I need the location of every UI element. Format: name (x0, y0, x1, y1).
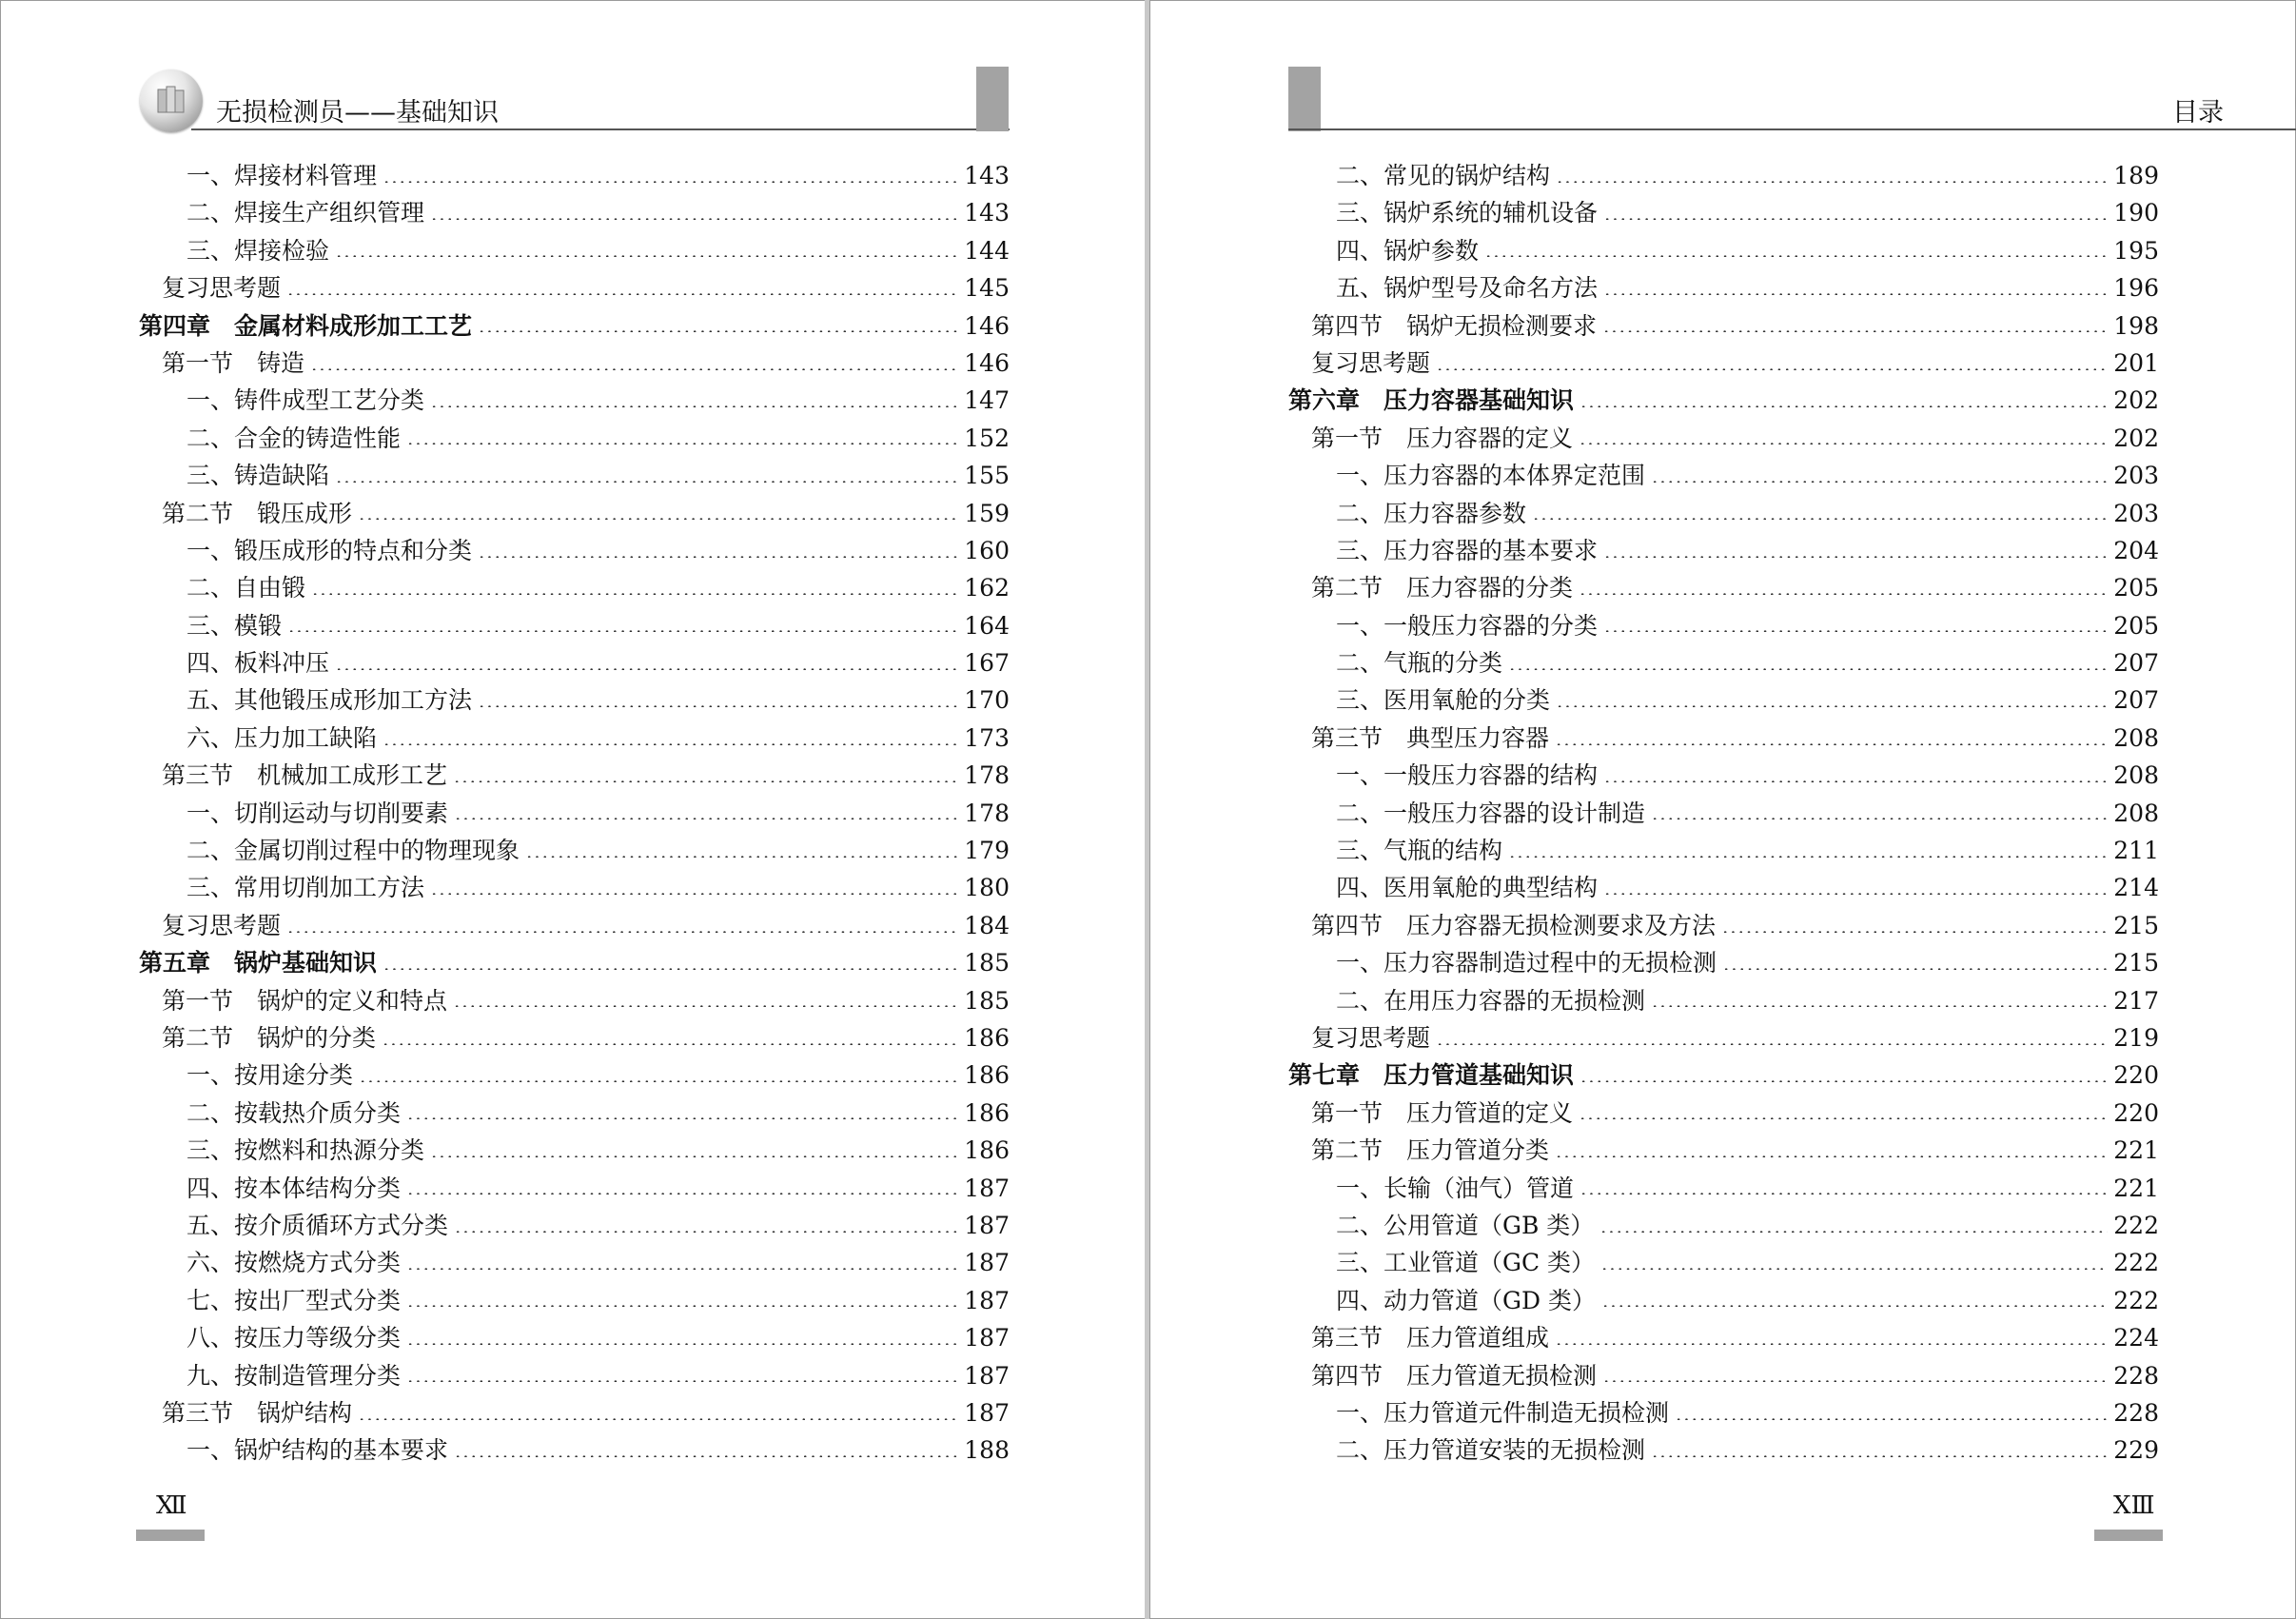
toc-entry-page-number: 220 (2113, 1061, 2159, 1090)
toc-entry-title: 三、焊接检验 (186, 236, 330, 265)
toc-entry-title: 二、压力容器参数 (1336, 499, 1527, 527)
toc-entry-page-number: 222 (2113, 1286, 2159, 1314)
toc-subsection-entry (139, 720, 1010, 757)
toc-entry-page-number: 224 (2113, 1324, 2159, 1352)
toc-section-entry (1288, 720, 2159, 757)
dot-leader (1532, 518, 2108, 520)
toc-subsection-entry (139, 1431, 1010, 1469)
toc-subsection-entry (1288, 681, 2159, 719)
dot-leader (1579, 593, 2108, 595)
toc-entry-page-number: 160 (964, 536, 1010, 564)
dot-leader (335, 481, 958, 483)
toc-entry-page-number: 195 (2113, 236, 2159, 265)
toc-subsection-entry (1288, 795, 2159, 832)
toc-section-entry (139, 495, 1010, 532)
dot-leader (1580, 1080, 2108, 1082)
toc-entry-title: 三、气瓶的结构 (1336, 837, 1503, 865)
toc-entry-page-number: 159 (964, 499, 1010, 527)
toc-entry-page-number: 205 (2113, 574, 2159, 602)
toc-entry-title: 四、医用氧舱的典型结构 (1336, 874, 1599, 902)
toc-subsection-entry (139, 569, 1010, 606)
toc-subsection-entry (1288, 232, 2159, 269)
toc-subsection-entry (1288, 1394, 2159, 1431)
toc-section-entry (139, 1019, 1010, 1056)
dot-leader (1556, 181, 2108, 183)
toc-entry-title: 第二节 压力容器的分类 (1311, 574, 1574, 602)
toc-entry-title: 二、常见的锅炉结构 (1336, 162, 1551, 189)
toc-entry-page-number: 170 (964, 686, 1010, 715)
toc-entry-title: 四、动力管道（GD 类） (1336, 1286, 1596, 1314)
toc-subsection-entry (139, 644, 1010, 681)
toc-entry-page-number: 143 (964, 199, 1010, 227)
toc-entry-title: 第二节 锅炉的分类 (162, 1023, 377, 1052)
toc-entry-page-number: 179 (964, 837, 1010, 865)
toc-entry-title: 一、压力容器制造过程中的无损检测 (1336, 949, 1717, 977)
toc-subsection-entry (1288, 982, 2159, 1019)
toc-subsection-entry (139, 1056, 1010, 1094)
toc-entry-page-number: 202 (2113, 386, 2159, 415)
dot-leader (1601, 1305, 2108, 1307)
toc-section-entry (1288, 345, 2159, 382)
toc-entry-title: 一、锻压成形的特点和分类 (186, 536, 473, 564)
dot-leader (454, 818, 958, 819)
dot-leader (310, 368, 958, 370)
toc-entry-page-number: 178 (964, 761, 1010, 790)
toc-entry-title: 二、焊接生产组织管理 (186, 199, 425, 227)
header-rule (191, 128, 1010, 130)
toc-entry-page-number: 198 (2113, 311, 2159, 340)
toc-entry-title: 三、压力容器的基本要求 (1336, 536, 1599, 564)
toc-entry-page-number: 186 (964, 1023, 1010, 1052)
dot-leader (430, 218, 958, 220)
toc-entry-page-number: 189 (2113, 162, 2159, 189)
toc-entry-page-number: 162 (964, 574, 1010, 602)
toc-entry-title: 三、按燃料和热源分类 (186, 1136, 425, 1165)
toc-section-entry (139, 907, 1010, 944)
toc-entry-title: 复习思考题 (1311, 348, 1431, 377)
toc-entry-page-number: 229 (2113, 1436, 2159, 1465)
dot-leader (453, 780, 958, 782)
toc-entry-page-number: 185 (964, 949, 1010, 977)
toc-entry-page-number: 207 (2113, 649, 2159, 678)
dot-leader (335, 255, 958, 257)
toc-section-entry (1288, 907, 2159, 944)
toc-entry-title: 一、按用途分类 (186, 1061, 354, 1090)
toc-entry-page-number: 228 (2113, 1361, 2159, 1390)
toc-entry-title: 第四章 金属材料成形加工工艺 (139, 311, 473, 340)
toc-subsection-entry (139, 382, 1010, 419)
toc-entry-title: 二、按载热介质分类 (186, 1098, 402, 1127)
toc-section-entry (139, 982, 1010, 1019)
dot-leader (358, 1418, 958, 1420)
toc-entry-page-number: 145 (964, 274, 1010, 303)
toc-subsection-entry (1288, 1170, 2159, 1207)
toc-entry-title: 五、其他锻压成形加工方法 (186, 686, 473, 715)
toc-subsection-entry (1288, 644, 2159, 681)
toc-subsection-entry (1288, 1431, 2159, 1469)
toc-subsection-entry (139, 457, 1010, 494)
toc-entry-title: 二、合金的铸造性能 (186, 424, 402, 452)
toc-entry-page-number: 144 (964, 236, 1010, 265)
toc-entry-title: 五、锅炉型号及命名方法 (1336, 274, 1599, 303)
toc-entry-title: 四、按本体结构分类 (186, 1174, 402, 1202)
toc-entry-page-number: 222 (2113, 1249, 2159, 1277)
dot-leader (382, 1043, 958, 1045)
toc-entry-page-number: 208 (2113, 799, 2159, 827)
toc-subsection-entry (139, 420, 1010, 457)
dot-leader (1651, 481, 2108, 483)
toc-subsection-entry (1288, 157, 2159, 194)
toc-entry-title: 第一节 铸造 (162, 348, 305, 377)
header-tab (976, 67, 1009, 131)
toc-entry-page-number: 173 (964, 723, 1010, 752)
dot-leader (525, 856, 958, 858)
toc-entry-page-number: 186 (964, 1061, 1010, 1090)
toc-entry-title: 第二节 锻压成形 (162, 499, 353, 527)
toc-entry-page-number: 186 (964, 1098, 1010, 1127)
toc-entry-page-number: 187 (964, 1249, 1010, 1277)
book-stack-icon (152, 82, 190, 120)
toc-entry-page-number: 167 (964, 649, 1010, 678)
toc-entry-title: 九、按制造管理分类 (186, 1361, 402, 1390)
dot-leader (1555, 743, 2108, 745)
toc-entry-page-number: 187 (964, 1286, 1010, 1314)
toc-entry-page-number: 203 (2113, 462, 2159, 490)
dot-leader (478, 556, 958, 558)
toc-entry-title: 复习思考题 (1311, 1023, 1431, 1052)
toc-entry-page-number: 146 (964, 348, 1010, 377)
toc-subsection-entry (139, 607, 1010, 644)
toc-entry-page-number: 188 (964, 1436, 1010, 1465)
toc-entry-page-number: 185 (964, 986, 1010, 1015)
toc-entry-title: 二、自由锻 (186, 574, 306, 602)
dot-leader (454, 1455, 958, 1457)
table-of-contents-right (1288, 157, 2159, 1470)
toc-entry-page-number: 178 (964, 799, 1010, 827)
toc-entry-title: 复习思考题 (162, 274, 282, 303)
toc-entry-title: 第一节 锅炉的定义和特点 (162, 986, 448, 1015)
toc-subsection-entry (1288, 944, 2159, 981)
toc-entry-page-number: 207 (2113, 686, 2159, 715)
toc-entry-title: 一、铸件成型工艺分类 (186, 386, 425, 415)
toc-entry-title: 第三节 机械加工成形工艺 (162, 761, 448, 790)
toc-entry-title: 三、铸造缺陷 (186, 462, 330, 490)
toc-entry-title: 七、按出厂型式分类 (186, 1286, 402, 1314)
dot-leader (1599, 1231, 2108, 1233)
toc-entry-page-number: 215 (2113, 911, 2159, 939)
dot-leader (1603, 630, 2108, 632)
dot-leader (1722, 968, 2108, 970)
toc-section-entry (139, 1394, 1010, 1431)
toc-subsection-entry (1288, 457, 2159, 494)
toc-entry-page-number: 214 (2113, 874, 2159, 902)
dot-leader (1651, 1455, 2108, 1457)
toc-entry-title: 六、压力加工缺陷 (186, 723, 378, 752)
toc-entry-page-number: 201 (2113, 348, 2159, 377)
dot-leader (406, 1117, 958, 1119)
toc-entry-title: 第三节 压力管道组成 (1311, 1324, 1550, 1352)
toc-entry-page-number: 184 (964, 911, 1010, 939)
toc-entry-page-number: 152 (964, 424, 1010, 452)
right-page (1149, 0, 2296, 1619)
running-header-title: 目录 (2172, 98, 2224, 128)
toc-entry-title: 第三节 典型压力容器 (1311, 723, 1550, 752)
dot-leader (383, 743, 958, 745)
toc-entry-title: 一、一般压力容器的结构 (1336, 761, 1599, 790)
dot-leader (406, 1268, 958, 1270)
toc-chapter-entry (139, 944, 1010, 981)
toc-subsection-entry (139, 795, 1010, 832)
toc-section-entry (1288, 569, 2159, 606)
toc-subsection-entry (139, 1170, 1010, 1207)
dot-leader (1555, 1343, 2108, 1345)
dot-leader (1580, 405, 2108, 407)
toc-entry-page-number: 143 (964, 162, 1010, 189)
toc-entry-title: 一、压力管道元件制造无损检测 (1336, 1398, 1670, 1427)
toc-entry-title: 第二节 压力管道分类 (1311, 1136, 1550, 1165)
toc-subsection-entry (139, 1357, 1010, 1394)
dot-leader (383, 181, 958, 183)
dot-leader (286, 293, 958, 295)
toc-entry-title: 三、常用切削加工方法 (186, 874, 425, 902)
toc-subsection-entry (1288, 869, 2159, 906)
toc-subsection-entry (139, 532, 1010, 569)
dot-leader (383, 968, 958, 970)
toc-entry-title: 第七章 压力管道基础知识 (1288, 1061, 1575, 1090)
toc-entry-title: 第五章 锅炉基础知识 (139, 949, 378, 977)
table-of-contents-left (139, 157, 1010, 1470)
dot-leader (1603, 893, 2108, 895)
dot-leader (430, 893, 958, 895)
toc-entry-page-number: 187 (964, 1211, 1010, 1239)
toc-entry-title: 一、焊接材料管理 (186, 162, 378, 189)
toc-chapter-entry (139, 307, 1010, 345)
dot-leader (478, 705, 958, 707)
toc-entry-page-number: 146 (964, 311, 1010, 340)
toc-section-entry (1288, 1019, 2159, 1056)
toc-entry-title: 第四节 压力管道无损检测 (1311, 1361, 1598, 1390)
toc-subsection-entry (139, 157, 1010, 194)
dot-leader (286, 931, 958, 933)
toc-entry-page-number: 164 (964, 611, 1010, 640)
toc-entry-page-number: 211 (2113, 837, 2159, 865)
dot-leader (1579, 1117, 2108, 1119)
toc-subsection-entry (139, 194, 1010, 231)
toc-entry-page-number: 155 (964, 462, 1010, 490)
toc-section-entry (139, 269, 1010, 306)
toc-subsection-entry (139, 1132, 1010, 1169)
toc-entry-title: 八、按压力等级分类 (186, 1324, 402, 1352)
toc-entry-page-number: 208 (2113, 761, 2159, 790)
dot-leader (359, 1080, 958, 1082)
toc-entry-page-number: 221 (2113, 1136, 2159, 1165)
dot-leader (1603, 293, 2108, 295)
toc-subsection-entry (1288, 757, 2159, 794)
toc-subsection-entry (139, 1282, 1010, 1319)
toc-entry-title: 二、气瓶的分类 (1336, 649, 1503, 678)
footer-bar (2094, 1530, 2163, 1541)
toc-entry-title: 一、锅炉结构的基本要求 (186, 1436, 449, 1465)
dot-leader (1603, 780, 2108, 782)
dot-leader (1436, 368, 2108, 370)
dot-leader (335, 668, 958, 670)
toc-entry-title: 二、金属切削过程中的物理现象 (186, 837, 520, 865)
dot-leader (1436, 1043, 2108, 1045)
dot-leader (406, 1305, 958, 1307)
toc-entry-title: 一、压力容器的本体界定范围 (1336, 462, 1646, 490)
toc-section-entry (1288, 1357, 2159, 1394)
toc-section-entry (1288, 1095, 2159, 1132)
toc-section-entry (139, 757, 1010, 794)
toc-entry-page-number: 215 (2113, 949, 2159, 977)
header-rule (1288, 128, 2296, 130)
toc-section-entry (1288, 1319, 2159, 1356)
toc-entry-page-number: 203 (2113, 499, 2159, 527)
toc-entry-title: 三、医用氧舱的分类 (1336, 686, 1551, 715)
left-page (0, 0, 1146, 1619)
dot-leader (1651, 1005, 2108, 1007)
toc-entry-title: 五、按介质循环方式分类 (186, 1211, 449, 1239)
footer-bar (136, 1530, 205, 1541)
toc-entry-title: 第六章 压力容器基础知识 (1288, 386, 1575, 415)
toc-entry-page-number: 196 (2113, 274, 2159, 303)
toc-entry-page-number: 190 (2113, 199, 2159, 227)
toc-subsection-entry (1288, 495, 2159, 532)
toc-entry-page-number: 187 (964, 1398, 1010, 1427)
toc-entry-page-number: 180 (964, 874, 1010, 902)
dot-leader (430, 1155, 958, 1157)
toc-entry-page-number: 208 (2113, 723, 2159, 752)
toc-entry-title: 三、工业管道（GC 类） (1336, 1249, 1596, 1277)
dot-leader (1651, 818, 2108, 819)
toc-subsection-entry (139, 681, 1010, 719)
page-number: ⅩⅢ (2113, 1491, 2155, 1519)
toc-entry-page-number: 205 (2113, 611, 2159, 640)
dot-leader (478, 330, 958, 332)
toc-entry-page-number: 221 (2113, 1174, 2159, 1202)
toc-subsection-entry (139, 1207, 1010, 1244)
toc-entry-title: 复习思考题 (162, 911, 282, 939)
dot-leader (1556, 705, 2108, 707)
toc-entry-title: 三、锅炉系统的辅机设备 (1336, 199, 1599, 227)
dot-leader (1579, 443, 2108, 444)
dot-leader (406, 1343, 958, 1345)
toc-section-entry (1288, 420, 2159, 457)
toc-entry-page-number: 187 (964, 1174, 1010, 1202)
dot-leader (1602, 330, 2108, 332)
toc-subsection-entry (139, 1319, 1010, 1356)
page-number: Ⅻ (156, 1491, 187, 1519)
toc-entry-title: 一、一般压力容器的分类 (1336, 611, 1599, 640)
dot-leader (454, 1231, 958, 1233)
toc-subsection-entry (1288, 607, 2159, 644)
dot-leader (1555, 1155, 2108, 1157)
dot-leader (1484, 255, 2108, 257)
dot-leader (287, 630, 958, 632)
dot-leader (1508, 856, 2108, 858)
dot-leader (1603, 556, 2108, 558)
toc-section-entry (139, 345, 1010, 382)
toc-subsection-entry (139, 832, 1010, 869)
toc-entry-page-number: 220 (2113, 1098, 2159, 1127)
toc-entry-title: 三、模锻 (186, 611, 283, 640)
header-tab (1288, 67, 1321, 131)
toc-subsection-entry (1288, 532, 2159, 569)
toc-entry-page-number: 204 (2113, 536, 2159, 564)
toc-chapter-entry (1288, 1056, 2159, 1094)
dot-leader (1721, 931, 2108, 933)
toc-subsection-entry (139, 232, 1010, 269)
dot-leader (1602, 1380, 2108, 1382)
toc-entry-title: 第三节 锅炉结构 (162, 1398, 353, 1427)
toc-section-entry (1288, 1132, 2159, 1169)
toc-entry-page-number: 186 (964, 1136, 1010, 1165)
toc-subsection-entry (1288, 832, 2159, 869)
toc-subsection-entry (139, 1244, 1010, 1281)
toc-entry-title: 第一节 压力管道的定义 (1311, 1098, 1574, 1127)
toc-entry-page-number: 147 (964, 386, 1010, 415)
toc-entry-title: 一、切削运动与切削要素 (186, 799, 449, 827)
toc-subsection-entry (1288, 269, 2159, 306)
dot-leader (1675, 1418, 2108, 1420)
dot-leader (311, 593, 958, 595)
toc-entry-title: 第四节 压力容器无损检测要求及方法 (1311, 911, 1717, 939)
toc-entry-title: 二、公用管道（GB 类） (1336, 1211, 1595, 1239)
toc-entry-title: 二、在用压力容器的无损检测 (1336, 986, 1646, 1015)
toc-entry-page-number: 187 (964, 1324, 1010, 1352)
toc-entry-title: 第一节 压力容器的定义 (1311, 424, 1574, 452)
dot-leader (453, 1005, 958, 1007)
toc-entry-page-number: 228 (2113, 1398, 2159, 1427)
toc-entry-page-number: 217 (2113, 986, 2159, 1015)
dot-leader (358, 518, 958, 520)
toc-subsection-entry (1288, 1244, 2159, 1281)
dot-leader (430, 405, 958, 407)
dot-leader (406, 1380, 958, 1382)
toc-subsection-entry (139, 1095, 1010, 1132)
toc-entry-page-number: 202 (2113, 424, 2159, 452)
toc-entry-page-number: 187 (964, 1361, 1010, 1390)
toc-subsection-entry (1288, 1207, 2159, 1244)
toc-entry-title: 一、长输（油气）管道 (1336, 1174, 1575, 1202)
toc-section-entry (1288, 307, 2159, 345)
toc-chapter-entry (1288, 382, 2159, 419)
toc-entry-title: 第四节 锅炉无损检测要求 (1311, 311, 1598, 340)
dot-leader (1603, 218, 2108, 220)
toc-entry-title: 四、锅炉参数 (1336, 236, 1480, 265)
dot-leader (1508, 668, 2108, 670)
toc-subsection-entry (1288, 194, 2159, 231)
toc-entry-title: 四、板料冲压 (186, 649, 330, 678)
toc-entry-title: 二、压力管道安装的无损检测 (1336, 1436, 1646, 1465)
dot-leader (1580, 1193, 2108, 1195)
dot-leader (406, 1193, 958, 1195)
toc-entry-title: 二、一般压力容器的设计制造 (1336, 799, 1646, 827)
toc-entry-page-number: 219 (2113, 1023, 2159, 1052)
toc-entry-title: 六、按燃烧方式分类 (186, 1249, 402, 1277)
toc-subsection-entry (1288, 1282, 2159, 1319)
book-logo-icon (140, 69, 203, 132)
dot-leader (1600, 1268, 2108, 1270)
toc-subsection-entry (139, 869, 1010, 906)
running-header-title: 无损检测员——基础知识 (216, 98, 499, 128)
dot-leader (406, 443, 958, 444)
toc-entry-page-number: 222 (2113, 1211, 2159, 1239)
